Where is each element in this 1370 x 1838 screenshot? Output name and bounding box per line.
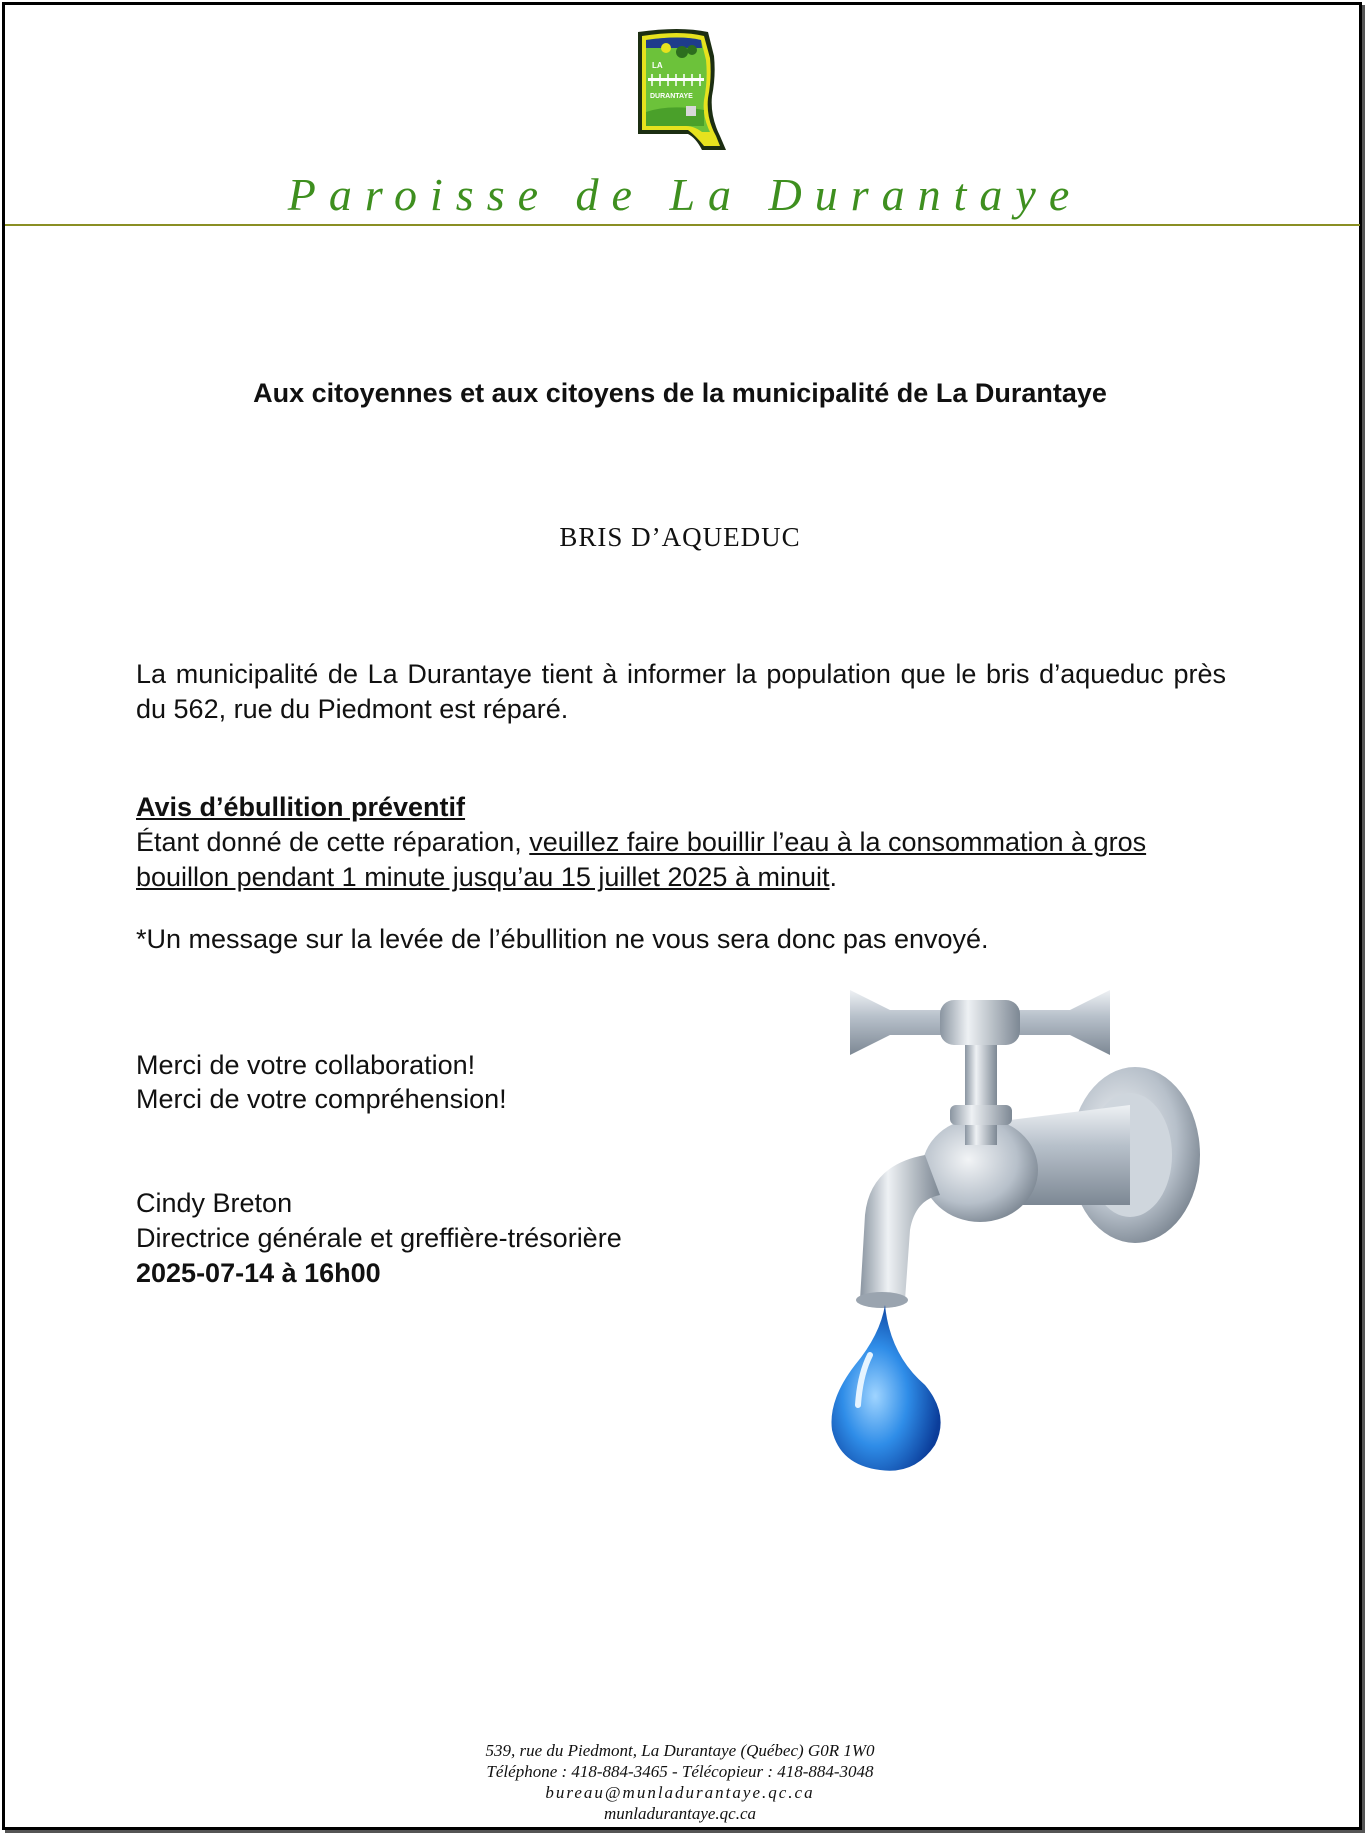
avis-heading: Avis d’ébullition préventif — [136, 792, 466, 822]
avis-lead: Étant donné de cette réparation, — [136, 827, 530, 857]
footer-email[interactable]: bureau@munladurantaye.qc.ca — [545, 1783, 815, 1802]
signature-name: Cindy Breton — [136, 1188, 293, 1218]
municipal-crest-logo — [630, 26, 735, 154]
header-divider — [5, 224, 1360, 226]
footer-address: 539, rue du Piedmont, La Durantaye (Québec) G0R 1W0 — [485, 1741, 875, 1760]
org-name: Paroisse de La Durantaye — [287, 169, 1083, 220]
logo-text-la: LA — [652, 61, 663, 70]
faucet-water-drop-icon — [830, 955, 1220, 1475]
thanks-line-collaboration: Merci de votre collaboration! — [136, 1050, 476, 1080]
intro-paragraph: La municipalité de La Durantaye tient à informer la population que le bris d’aqueduc près du 562, rue du Piedmont est réparé. — [136, 659, 1226, 724]
avis-instruction: veuillez faire bouillir l’eau à la consommation à gros bouillon pendant 1 minute jusqu’au 15 juillet 2025 à minuit — [136, 827, 1147, 892]
note-paragraph: *Un message sur la levée de l’ébullition ne vous sera donc pas envoyé. — [136, 924, 989, 954]
thanks-line-comprehension: Merci de votre compréhension! — [136, 1084, 507, 1114]
signature-date: 2025-07-14 à 16h00 — [136, 1258, 381, 1288]
avis-paragraph — [136, 825, 1226, 895]
footer-contact — [0, 1740, 1360, 1824]
footer-website[interactable]: munladurantaye.qc.ca — [603, 1804, 757, 1823]
avis-end: . — [829, 862, 837, 892]
logo-text-durantaye: DURANTAYE — [650, 93, 693, 100]
notice-title: BRIS D’AQUEDUC — [559, 522, 801, 552]
signature-role: Directrice générale et greffière-trésorière — [136, 1223, 622, 1253]
footer-phones: Téléphone : 418-884-3465 - Télécopieur : 418-884-3048 — [486, 1762, 874, 1781]
salutation-heading: Aux citoyennes et aux citoyens de la municipalité de La Durantaye — [253, 378, 1107, 408]
page-border — [2, 2, 1362, 1830]
